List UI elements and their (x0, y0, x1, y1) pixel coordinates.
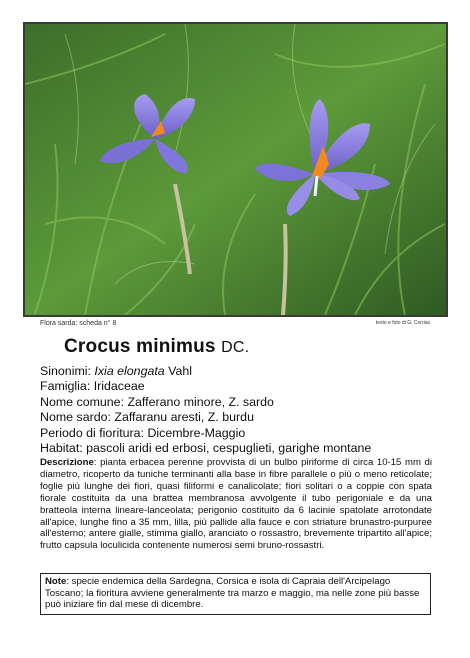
note-label: Note (45, 576, 67, 587)
page-title (64, 336, 249, 358)
species-meta (40, 364, 440, 456)
nome-comune-row: Nome comune: Zafferano minore, Z. sardo (40, 394, 274, 409)
nome-sardo-row: Nome sardo: Zaffaranu aresti, Z. burdu (40, 410, 254, 425)
descrizione-text: : pianta erbacea perenne provvista di un bulbo piriforme di circa 10-15 mm di diametro, ricoperto da tuniche terminanti alla base in fibre parallele o più o meno reticolate; foglie più lunghe dei fiori, quasi filiformi e canalicolate; fiori solitari o a coppie con spata fiorale costituita da una brattea membranosa avvolgente il tubo perigoniale e da una bratteola interna lineare-lanceolata; perigonio costituito da 6 lacinie spatolate arrotondate all'apice, lunghe fino a 35 mm, lilla, più pallide alla fauce e con striature brunastro-purpuree all'esterno; antere gialle, stimma giallo, aranciato o rossastro, brevemente tripartito all'apice; frutto capsula loculicida contenente numerosi semi bruno-rossastri. (40, 457, 432, 552)
descrizione-paragraph (40, 457, 432, 552)
note-box (40, 573, 431, 615)
sinonimi-row (40, 364, 440, 379)
habitat-row: Habitat: pascoli aridi ed erbosi, cespuglieti, garighe montane (40, 441, 372, 456)
sinonimi-rest: Vahl (168, 364, 193, 378)
descrizione-label: Descrizione (40, 457, 94, 468)
photo-credit: testo e foto di G. Corrias (375, 320, 430, 326)
fioritura-row: Periodo di fioritura: Dicembre-Maggio (40, 425, 246, 440)
crocus-photo-icon (25, 24, 446, 315)
crocus-photo (23, 22, 448, 317)
scheda-label: Flora sarda: scheda n° 8 (40, 320, 117, 327)
species-name: Crocus minimus (64, 336, 216, 357)
famiglia-row: Famiglia: Iridaceae (40, 379, 145, 394)
sinonimi-italic: Ixia elongata (94, 364, 165, 378)
sinonimi-label: Sinonimi: (40, 364, 91, 378)
note-text: : specie endemica della Sardegna, Corsica e isola di Capraia dell'Arcipelago Toscano; la fioritura avviene generalmente tra marzo e maggio, ma nelle zone più basse può iniziare fin dal mese di dicembre. (45, 576, 420, 611)
species-author: DC. (221, 339, 250, 356)
